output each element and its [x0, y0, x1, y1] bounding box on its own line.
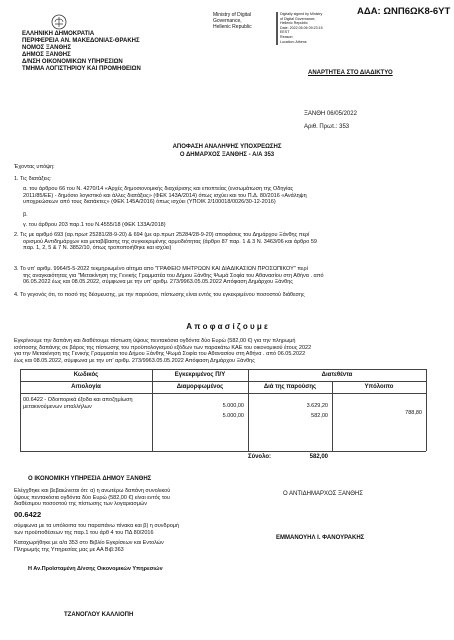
header-line: ΝΟΜΟΣ ΞΑΝΘΗΣ [22, 45, 72, 51]
signature-detail-line: Date: 2022.05.06 09:23:15 [280, 25, 323, 30]
finance-head-name: ΤΖΑΝΟΓΛΟΥ ΚΑΛΛΙΟΠΗ [64, 612, 134, 618]
header-line: ΠΕΡΙΦΕΡΕΙΑ ΑΝ. ΜΑΚΕΔΟΝΙΑΣ-ΘΡΑΚΗΣ [22, 38, 140, 44]
table-header-approved: Εγκεκριμένος Π/Υ [174, 372, 226, 378]
text-line: 3. Το υπ' αριθμ. 9964/5-5-2022 τεκμηριωμένο αίτημα απο "ΓΡΑΦΕΙΟ ΜΗΤΡΩΩΝ ΚΑΙ ΔΙΑΔΙΚΑΣΙΩΝ ΠΡΟΣΩΠΙΚΟΥ" περί [14, 266, 308, 272]
ada-code: ΑΔΑ: ΩΝΠ6ΩΚ8-6ΥΤ [357, 6, 451, 17]
digital-signature-stamp [213, 12, 275, 44]
publish-note: ΑΝΑΡΤΗΤΕΑ ΣΤΟ ΔΙΑΔΙΚΤΥΟ [308, 70, 393, 76]
table-cell-available: 3.629,20 [306, 403, 328, 409]
considering-item-3 [14, 266, 324, 286]
decision-text [14, 338, 311, 364]
text-line: υποχρεώσεων από τους διατάκτες» (ΦΕΚ 145Α/2016) όπως ισχύει (ΥΠΟΙΚ 2/100018/0026/30-12-2016) [23, 199, 276, 205]
considering-item-1a [23, 186, 307, 206]
considering-label: Έχοντας υπόψη: [14, 164, 55, 170]
considering-item-4: 4. Το γεγονός ότι, το ποσό της δέσμευσης, με την παρούσα, πίστωσης είναι εντός του εγκεκριμένου ποσοστού διάθεσης [14, 292, 305, 298]
signature-detail-line: Hellenic Republic [280, 21, 308, 26]
text-line: 06.05.2022 έως και 08.05.2022, σύμφωνα με την υπ' αριθμ. 273/9963.05.05.2022 Απόφαση Δημάρχου Ξάνθης [23, 279, 293, 285]
document-title: ΑΠΟΦΑΣΗ ΑΝΑΛΗΨΗΣ ΥΠΟΧΡΕΩΣΗΣ [172, 144, 282, 150]
table-sum-label: Σύνολο: [248, 454, 272, 460]
signature-detail-line: Reason: [280, 34, 294, 39]
table-header-remaining: Υπόλοιπο [364, 384, 394, 390]
signature-detail-line: Digitally signed by Ministry [280, 12, 323, 16]
decision-heading: Α π ο φ α σ ί ζ ο υ μ ε [186, 322, 268, 331]
text-line: της αναγκαιότητας για "Μετακίνηση της Γενικής Γραμματέα του Δήμου Ξάνθης Ψωμά Σοφία του Αθανασίου στη Αθήνα . από [23, 272, 324, 279]
text-line: Πληρωμής της Υπηρεσίας μας με ΑΑ Βιβ:363 [14, 546, 124, 553]
text-line: ύψους πεντακόσια ογδόντα δύο Ευρώ (582,00 €) είναι εντός του [14, 494, 171, 501]
text-line: διαθέσιμου ποσοστού της πίστωσης των λογαριασμών [14, 501, 147, 507]
text-line: σύμφωνα με τα υπόλοιπα του παραπάνω πίνακα και β) η συνδρομή [14, 523, 180, 529]
considering-item-2 [14, 232, 317, 252]
registration-text [14, 540, 164, 553]
text-line: των προϋποθέσεων της παρ.1 του άρθ 4 του ΠΔ 80/2016 [14, 529, 154, 536]
table-row-description [23, 397, 133, 410]
signature-detail-line: Location: Athens [280, 39, 307, 44]
signature-divider [276, 12, 278, 45]
table-cell-allocated: 5.000,00 [222, 413, 244, 419]
finance-head-title: Η Αν.Προϊσταμένη Δ/νσης Οικονομικών Υπηρεσιών [28, 566, 163, 572]
table-header-allocated: Διαμορφωμένος [176, 384, 224, 390]
signature-detail-line: EEST [280, 30, 290, 35]
table-header-present: Διά της παρούσης [263, 384, 317, 390]
text-line: α. του άρθρου 66 του Ν. 4270/14 «Αρχές δημοσιονομικής διαχείρισης και εποπτείας (ενσωμάτωση της Οδηγίας [23, 186, 294, 192]
header-line: Δ/ΝΣΗ ΟΙΚΟΝΟΜΙΚΩΝ ΥΠΗΡΕΣΙΩΝ [22, 59, 123, 65]
text-line: 00.6422 - Οδοιπορικά έξοδα και αποζημίωση [23, 397, 133, 403]
considering-item-1c: γ. του άρθρου 203 παρ.1 του Ν.4555/18 (ΦΕΚ 133Α/2018) [23, 222, 166, 228]
document-subtitle: Ο ΔΗΜΑΡΧΟΣ ΞΑΝΘΗΣ - Α/Α 353 [179, 152, 275, 158]
text-line: ορισμού Αντιδημάρχων και μεταβίβασης της συγκεκριμένης αρμοδιότητας (άρθρο 87 παρ. 1 & 3 Ν. 3463/06 και άρθρο 59 [23, 238, 317, 245]
considering-item-1b: β. [23, 212, 28, 218]
considering-item-1: 1. Τις διατάξεις: [14, 176, 52, 182]
table-cell-allocated: 5.000,00 [222, 403, 244, 409]
table-header-reason: Αιτιολογία [71, 384, 101, 390]
text-line: παρ. 1, 2, 5 & 7 Ν. 3852/10, όπως τροποποιήθηκε και ισχύει) [23, 245, 172, 251]
document-date: ΞΑΝΘΗ 06/05/2022 [304, 111, 357, 117]
deputy-mayor-title: Ο ΑΝΤΙΔΗΜΑΡΧΟΣ ΞΑΝΘΗΣ [283, 491, 364, 497]
text-line: Ελέγχθηκε και βεβαιώνεται ότι: α) η ανωτέρω δαπάνη συνολικού [14, 488, 171, 494]
header-line: ΔΗΜΟΣ ΞΑΝΘΗΣ [22, 52, 71, 58]
finance-check-text [14, 488, 214, 508]
text-line: Εγκρίνουμε την δαπάνη και διαθέτουμε πίστωση ύψους πεντακόσια ογδόντα δύο Ευρώ (582,00 €) για την πληρωμή [14, 338, 296, 344]
account-code: 00.6422 [14, 510, 42, 519]
table-sum-value: 582,00 [309, 454, 328, 460]
finance-service-title: Ο ΙΚΟΝΟΜΙΚΗ ΥΠΗΡΕΣΙΑ ΔΗΜΟΥ ΞΑΝΘΗΣ [28, 476, 152, 482]
table-cell-remaining: 788,80 [405, 410, 422, 416]
text-line: ισόποσης δαπάνης σε βάρος της πίστωσης του προϋπολογισμού εξόδων των παρακάτω ΚΑΕ του οικονομικού έτους 2022 [14, 344, 312, 351]
signature-org-line: Ministry of Digital [213, 12, 252, 18]
finance-check-continuation [14, 523, 179, 536]
signature-detail-line: of Digital Governance, [280, 16, 316, 21]
header-authority [22, 31, 141, 73]
signature-org-line: Governance, [213, 18, 242, 24]
table-cell-present: 582,00 [311, 413, 328, 419]
header-line: ΕΛΛΗΝΙΚΗ ΔΗΜΟΚΡΑΤΙΑ [22, 31, 95, 37]
protocol-number: Αριθ. Πρωτ.: 353 [304, 124, 350, 130]
text-line: έως και 08.05.2022, σύμφωνα με την υπ' αριθμ. 273/9963.05.05.2022 Απόφαση Δημάρχου Ξάνθης [14, 357, 255, 364]
signature-details [280, 12, 323, 44]
deputy-mayor-name: ΕΜΜΑΝΟΥΗΛ Ι. ΦΑΝΟΥΡΑΚΗΣ [276, 535, 365, 541]
text-line: 2. Τις με αριθμό 693 (αρ.πρωτ 25281/28-9-20) & 694 (με αρ.πρωτ 25284/28-9-20) αποφάσεις του Δημάρχου Ξάνθης περί [14, 232, 310, 238]
table-header-code: Κωδικός [73, 372, 99, 378]
text-line: μετακινούμενων υπαλλήλων [23, 403, 92, 410]
header-line: ΤΜΗΜΑ ΛΟΓΙΣΤΗΡΙΟΥ ΚΑΙ ΠΡΟΜΗΘΕΙΩΝ [22, 66, 141, 72]
greek-emblem-icon [51, 14, 67, 30]
signature-org-line: Hellenic Republic [213, 24, 252, 30]
budget-table [20, 369, 426, 467]
text-line: Καταχωρήθηκε με α/α 353 στο Βιβλίο Εγκρίσεων και Εντολών [14, 540, 164, 546]
table-header-available: Διατεθέντα [321, 372, 353, 378]
text-line: 2011/85/ΕΕ) - δημόσιο λογιστικό και άλλες διατάξεις» (ΦΕΚ 143Α/2014) όπως ισχύει και του Π.Δ. 80/2016 «Ανάληψη [23, 192, 307, 199]
text-line: για την Μετακίνηση της Γενικής Γραμματέα του Δήμου Ξάνθης Ψωμά Σοφία του Αθανασίου στη Αθήνα . από 06.05.2022 [14, 351, 306, 357]
